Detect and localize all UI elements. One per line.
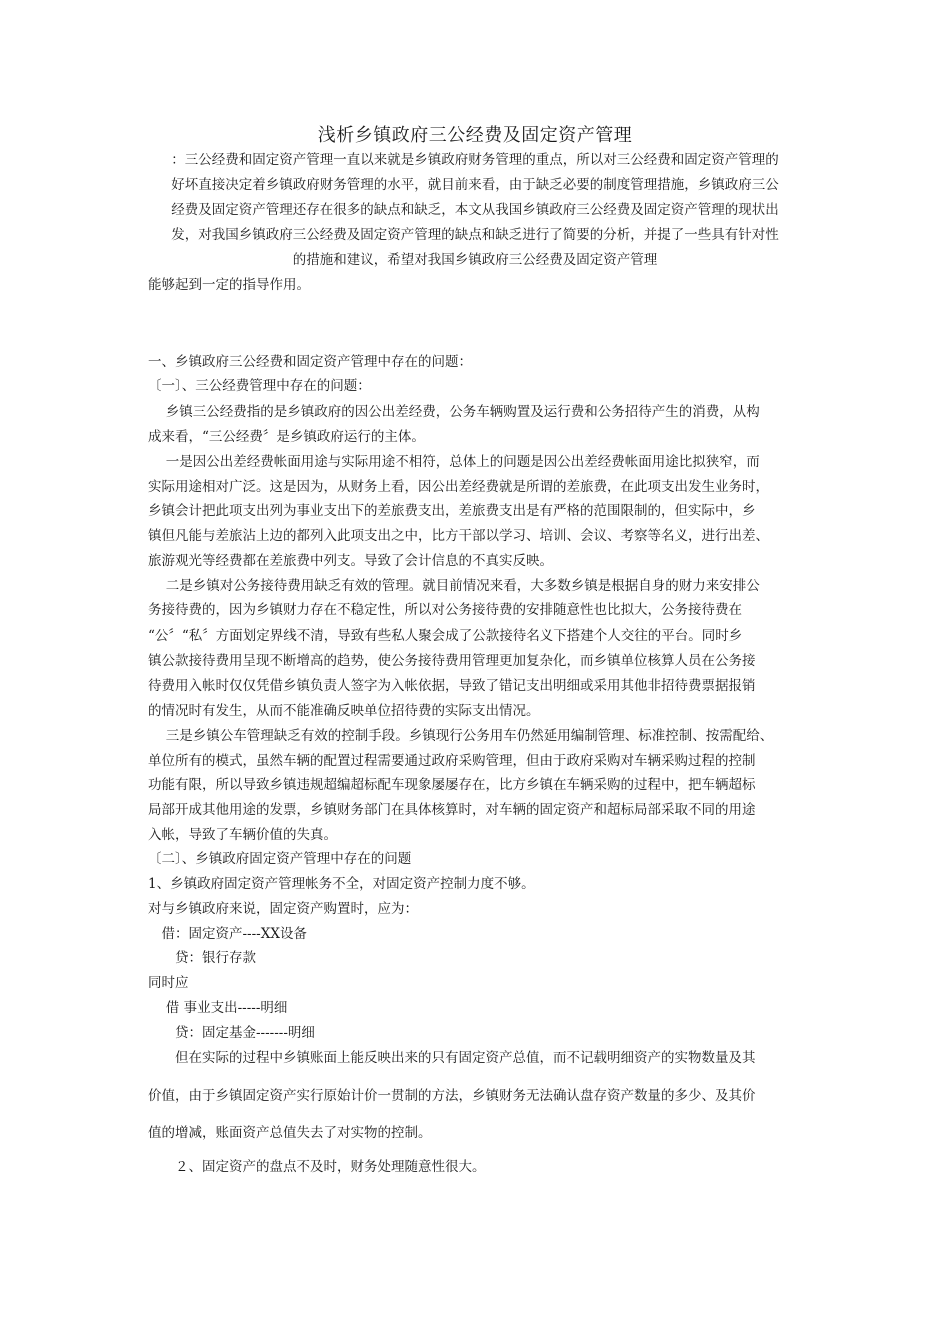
body-line: 一是因公出差经费帐面用途与实际用途不相符，总体上的问题是因公出差经费帐面用途比拟狭窄，而 xyxy=(148,454,760,470)
ledger-entry: 贷：固定基金-------明细 xyxy=(148,1025,315,1041)
abstract-line: 发，对我国乡镇政府三公经费及固定资产管理的缺点和缺乏进行了简要的分析，并提了一些具有针对性 xyxy=(171,227,779,243)
body-line: 值的增减，账面资产总值失去了对实物的控制。 xyxy=(148,1125,432,1141)
body-line: 功能有限，所以导致乡镇违规超编超标配车现象屡屡存在，比方乡镇在车辆采购的过程中，把车辆超标 xyxy=(148,777,756,793)
body-line: 务接待费的，因为乡镇财力存在不稳定性，所以对公务接待费的安排随意性也比拟大，公务接待费在 xyxy=(148,602,742,618)
body-line: 镇但凡能与差旅沾上边的都列入此项支出之中，比方干部以学习、培训、会议、考察等名义，进行出差、 xyxy=(148,528,769,544)
subsection-heading: 〔二〕、乡镇政府固定资产管理中存在的问题 xyxy=(148,851,412,867)
body-line: 同时应 xyxy=(148,975,189,991)
body-line: 成来看，“三公经费〞是乡镇政府运行的主体。 xyxy=(148,429,425,445)
body-line: 实际用途相对广泛。这是因为，从财务上看，因公出差经费就是所谓的差旅费，在此项支出发生业务时， xyxy=(148,479,769,495)
body-line: 二是乡镇对公务接待费用缺乏有效的管理。就目前情况来看，大多数乡镇是根据自身的财力来安排公 xyxy=(148,578,760,594)
abstract-line: ：三公经费和固定资产管理一直以来就是乡镇政府财务管理的重点，所以对三公经费和固定资产管理的 xyxy=(171,152,779,168)
body-line: 乡镇三公经费指的是乡镇政府的因公出差经费，公务车辆购置及运行费和公务招待产生的消费，从构 xyxy=(148,404,760,420)
subsection-heading: 〔一〕、三公经费管理中存在的问题： xyxy=(148,378,371,394)
body-line: 但在实际的过程中乡镇账面上能反映出来的只有固定资产总值，而不记载明细资产的实物数量及其 xyxy=(148,1050,756,1066)
body-line: 的情况时有发生，从而不能准确反映单位招待费的实际支出情况。 xyxy=(148,703,540,719)
ledger-entry: 贷：银行存款 xyxy=(148,950,256,966)
ledger-entry: 借 事业支出-----明细 xyxy=(148,1000,288,1016)
document-title: 浅析乡镇政府三公经费及固定资产管理 xyxy=(317,125,633,146)
body-line: 对与乡镇政府来说，固定资产购置时，应为： xyxy=(148,901,418,917)
ledger-entry: 借：固定资产----XX设备 xyxy=(148,926,307,942)
abstract-line: 经费及固定资产管理还存在很多的缺点和缺乏，本文从我国乡镇政府三公经费及固定资产管理的现状出 xyxy=(171,202,779,218)
body-line: 局部开成其他用途的发票，乡镇财务部门在具体核算时，对车辆的固定资产和超标局部采取不同的用途 xyxy=(148,802,756,818)
body-line: 待费用入帐时仅仅凭借乡镇负责人签字为入帐依据，导致了错记支出明细或采用其他非招待费票据报销 xyxy=(148,678,756,694)
body-line: 乡镇会计把此项支出列为事业支出下的差旅费支出，差旅费支出是有严格的范围限制的，但实际中，乡 xyxy=(148,503,756,519)
abstract-line: 的措施和建议，希望对我国乡镇政府三公经费及固定资产管理 xyxy=(292,252,658,268)
section-heading: 一、乡镇政府三公经费和固定资产管理中存在的问题： xyxy=(148,354,472,370)
body-line: 入帐，导致了车辆价值的失真。 xyxy=(148,827,337,843)
body-line: “公〞“私〞方面划定界线不清，导致有些私人聚会成了公款接待名义下搭建个人交往的平台。同时乡 xyxy=(148,628,743,644)
abstract-line: 好坏直接决定着乡镇政府财务管理的水平，就目前来看，由于缺乏必要的制度管理措施，乡镇政府三公 xyxy=(171,177,779,193)
body-line: 1、乡镇政府固定资产管理帐务不全，对固定资产控制力度不够。 xyxy=(148,876,535,892)
body-line: 镇公款接待费用呈现不断增高的趋势，使公务接待费用管理更加复杂化，而乡镇单位核算人员在公务接 xyxy=(148,653,756,669)
body-line: ２、固定资产的盘点不及时，财务处理随意性很大。 xyxy=(148,1159,486,1175)
body-line: 旅游观光等经费都在差旅费中列支。导致了会计信息的不真实反映。 xyxy=(148,553,553,569)
abstract-tail: 能够起到一定的指导作用。 xyxy=(148,277,310,293)
body-line: 单位所有的模式，虽然车辆的配置过程需要通过政府采购管理，但由于政府采购对车辆采购过程的控制 xyxy=(148,753,756,769)
body-line: 价值，由于乡镇固定资产实行原始计价一贯制的方法，乡镇财务无法确认盘存资产数量的多少、及其价 xyxy=(148,1088,756,1104)
body-line: 三是乡镇公车管理缺乏有效的控制手段。乡镇现行公务用车仍然延用编制管理、标准控制、按需配给、 xyxy=(148,728,774,744)
